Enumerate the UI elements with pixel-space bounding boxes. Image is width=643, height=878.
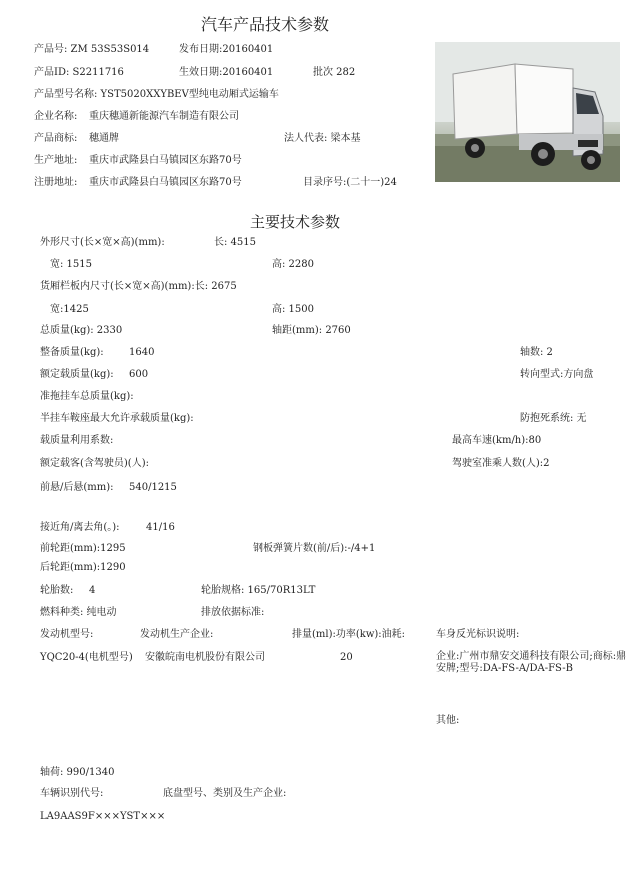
product-no: 产品号: ZM 53S53S014 <box>34 44 150 55</box>
angle-label: 接近角/离去角(。): <box>40 522 120 533</box>
axle-load: 轴荷: 990/1340 <box>40 767 115 778</box>
company-value: 重庆穗通新能源汽车制造有限公司 <box>89 111 239 122</box>
brand-value: 穗通牌 <box>89 133 119 144</box>
tire-count-value: 4 <box>89 585 96 596</box>
steering: 转向型式:方向盘 <box>520 369 594 380</box>
model-name: 产品型号名称: YST5020XXYBEV型纯电动厢式运输车 <box>34 89 279 100</box>
reg-addr-label: 注册地址: <box>34 177 78 188</box>
total-mass: 总质量(kg): 2330 <box>40 325 123 336</box>
outer-len: 长: 4515 <box>214 237 256 248</box>
emission: 排放依据标准: <box>201 607 265 618</box>
vin-value: LA9AAS9F×××YST××× <box>40 811 166 822</box>
outer-wid: 宽: 1515 <box>50 259 92 270</box>
axles: 轴数: 2 <box>520 347 553 358</box>
chassis-label: 底盘型号、类别及生产企业: <box>163 788 287 799</box>
page-title: 汽车产品技术参数 <box>201 15 330 34</box>
outer-hgt: 高: 2280 <box>272 259 314 270</box>
release-date: 发布日期:20160401 <box>179 44 274 55</box>
batch: 批次 282 <box>313 67 356 78</box>
prod-addr-label: 生产地址: <box>34 155 78 166</box>
catalog-no: 目录序号:(二十一)24 <box>303 177 397 188</box>
prod-addr-value: 重庆市武隆县白马镇园区东路70号 <box>89 155 242 166</box>
overhang-value: 540/1215 <box>129 482 177 493</box>
angle-value: 41/16 <box>146 522 175 533</box>
leaf-spring: 钢板弹簧片数(前/后):-/4+1 <box>253 543 376 554</box>
curb-value: 1640 <box>129 347 155 358</box>
brand-label: 产品商标: <box>34 133 78 144</box>
company-label: 企业名称: <box>34 111 78 122</box>
tire-spec: 轮胎规格: 165/70R13LT <box>201 585 316 596</box>
other: 其他: <box>436 715 460 726</box>
vehicle-photo <box>435 42 620 182</box>
cab-pass: 驾驶室准乘人数(人):2 <box>452 458 550 469</box>
legal-rep: 法人代表: 梁本基 <box>284 133 361 144</box>
cargo-hgt: 高: 1500 <box>272 304 314 315</box>
reflect-text: 企业:广州市鼎安交通科技有限公司;商标:鼎安牌;型号:DA-FS-A/DA-FS-B <box>436 651 627 674</box>
engine-power: 20 <box>340 652 353 663</box>
engine-model: YQC20-4(电机型号) <box>40 652 133 663</box>
vin-label: 车辆识别代号: <box>40 788 104 799</box>
abs: 防抱死系统: 无 <box>520 413 587 424</box>
tire-count-label: 轮胎数: <box>40 585 74 596</box>
rear-track: 后轮距(mm):1290 <box>40 562 126 573</box>
engine-maker-header: 发动机生产企业: <box>140 629 214 640</box>
engine-model-header: 发动机型号: <box>40 629 94 640</box>
overhang-label: 前悬/后悬(mm): <box>40 482 114 493</box>
max-speed: 最高车速(km/h):80 <box>452 435 542 446</box>
trailer-mass: 准拖挂车总质量(kg): <box>40 391 134 402</box>
engine-maker: 安徽皖南电机股份有限公司 <box>145 652 265 663</box>
product-id: 产品ID: S2211716 <box>34 67 124 78</box>
displacement-header: 排量(ml):功率(kw):油耗: <box>292 629 406 640</box>
saddle-mass: 半挂车鞍座最大允许承载质量(kg): <box>40 413 194 424</box>
fuel: 燃料种类: 纯电动 <box>40 607 117 618</box>
load-util: 载质量利用系数: <box>40 435 114 446</box>
cargo-dim: 货厢栏板内尺寸(长×宽×高)(mm):长: 2675 <box>40 281 237 292</box>
reg-addr-value: 重庆市武隆县白马镇园区东路70号 <box>89 177 242 188</box>
effective-date: 生效日期:20160401 <box>179 67 274 78</box>
rated-value: 600 <box>129 369 149 380</box>
van-illustration <box>435 42 620 182</box>
section-subtitle: 主要技术参数 <box>250 213 341 231</box>
curb-label: 整备质量(kg): <box>40 347 104 358</box>
outer-dim: 外形尺寸(长×宽×高)(mm): <box>40 237 165 248</box>
rated-pass: 额定载客(含驾驶员)(人): <box>40 458 149 469</box>
wheelbase: 轴距(mm): 2760 <box>272 325 351 336</box>
rated-label: 额定载质量(kg): <box>40 369 114 380</box>
cargo-wid: 宽:1425 <box>50 304 89 315</box>
front-track: 前轮距(mm):1295 <box>40 543 126 554</box>
reflect-header: 车身反光标识说明: <box>436 629 520 640</box>
